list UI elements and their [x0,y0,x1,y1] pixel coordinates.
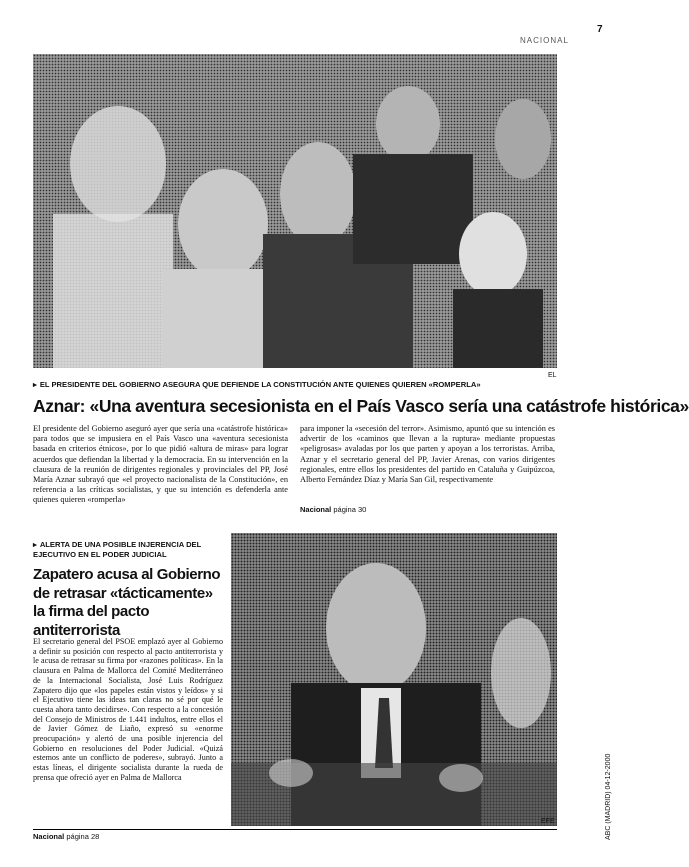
kicker-arrow-icon: ▸ [33,380,37,389]
second-story-page-reference[interactable] [33,832,99,841]
second-story-kicker-text: ALERTA DE UNA POSIBLE INJERENCIA DEL EJECUTIVO EN EL PODER JUDICIAL [33,540,202,559]
second-story-ref-label: Nacional [33,832,65,841]
section-label: NACIONAL [520,36,569,45]
top-story-photo [33,54,557,368]
top-story-ref-label: Nacional [300,505,332,514]
second-story-photo [231,533,557,826]
top-story-kicker [33,380,553,390]
page-number: 7 [597,24,603,35]
aznar-group-photo-image [33,54,557,368]
second-story-ref-text: página 28 [66,832,100,841]
bottom-divider [33,829,557,830]
second-story-headline: Zapatero acusa al Gobierno de retrasar «tácticamente» la firma del pacto antiterrorista [33,566,221,639]
edition-date-vertical: ABC (MADRID) 04-12-2000 [605,753,612,840]
top-story-ref-text: página 30 [333,505,367,514]
top-story-body-col2: para imponer la «secesión del terror». Asimismo, apuntó que su intención es advertir de los «caminos que llevan a la ruptura» mediante propuestas «peligrosas» avaladas por los que parten y apoyan a los terroristas. Arriba, Aznar y el secretario general del PP, Javier Arenas, con varios dirigentes regionales, entre ellos los presidentes del partido en Cataluña y Guipúzcoa, Alberto Fernández Díaz y María San Gil, respectivamente [300,424,555,485]
second-story-body: El secretario general del PSOE emplazó ayer al Gobierno a definir su posición con respecto al pacto antiterrorista y le acusa de retrasar su firma por «razones políticas». En la clausura en Palma de Mallorca del Comité Mediterráneo de la Internacional Socialista, José Luis Rodríguez Zapatero dijo que «los papeles están vistos y leídos» y si el Ejecutivo tiene las ideas tan claras no sé por qué le cuesta ahora tanto decidirse». Con respecto a la concesión del Consejo de Ministros de 1.441 indultos, entre ellos el de Javier Gómez de Liaño, expresó su «enorme preocupación» y alertó de una posible injerencia del Gobierno en resoluciones del Poder Judicial. «Quizá estemos ante un conflicto de poderes», subrayó. Junto a estas líneas, el dirigente socialista durante la rueda de prensa que ofreció ayer en Palma de Mallorca [33,637,223,782]
zapatero-press-photo-image [231,533,557,826]
kicker-arrow-icon: ▸ [33,540,37,549]
second-story-kicker [33,540,223,560]
top-story-page-reference[interactable] [300,505,366,514]
top-story-headline: Aznar: «Una aventura secesionista en el País Vasco sería una catástrofe histórica» [33,396,689,416]
top-story-body-col1: El presidente del Gobierno aseguró ayer que sería una «catástrofe histórica» para todos que se impusiera en el País Vasco una «aventura secesionista basada en criterios étnicos», por lo que pidió «altura de miras» para lograr acuerdos que defiendan la libertad y la democracia. En su intervención en la clausura de la reunión de dirigentes regionales y provinciales del PP, José María Aznar subrayó que «el proyecto nacionalista de la Constitución», en referencia a las críticas socialistas, y que su intención es defenderla ante quienes quieren «romperla» [33,424,288,505]
top-story-kicker-text: EL PRESIDENTE DEL GOBIERNO ASEGURA QUE DEFIENDE LA CONSTITUCIÓN ANTE QUIENES QUIEREN «ROMPERLA» [39,380,481,389]
second-photo-credit: EFE [541,818,555,825]
top-photo-credit: EL [548,372,557,379]
